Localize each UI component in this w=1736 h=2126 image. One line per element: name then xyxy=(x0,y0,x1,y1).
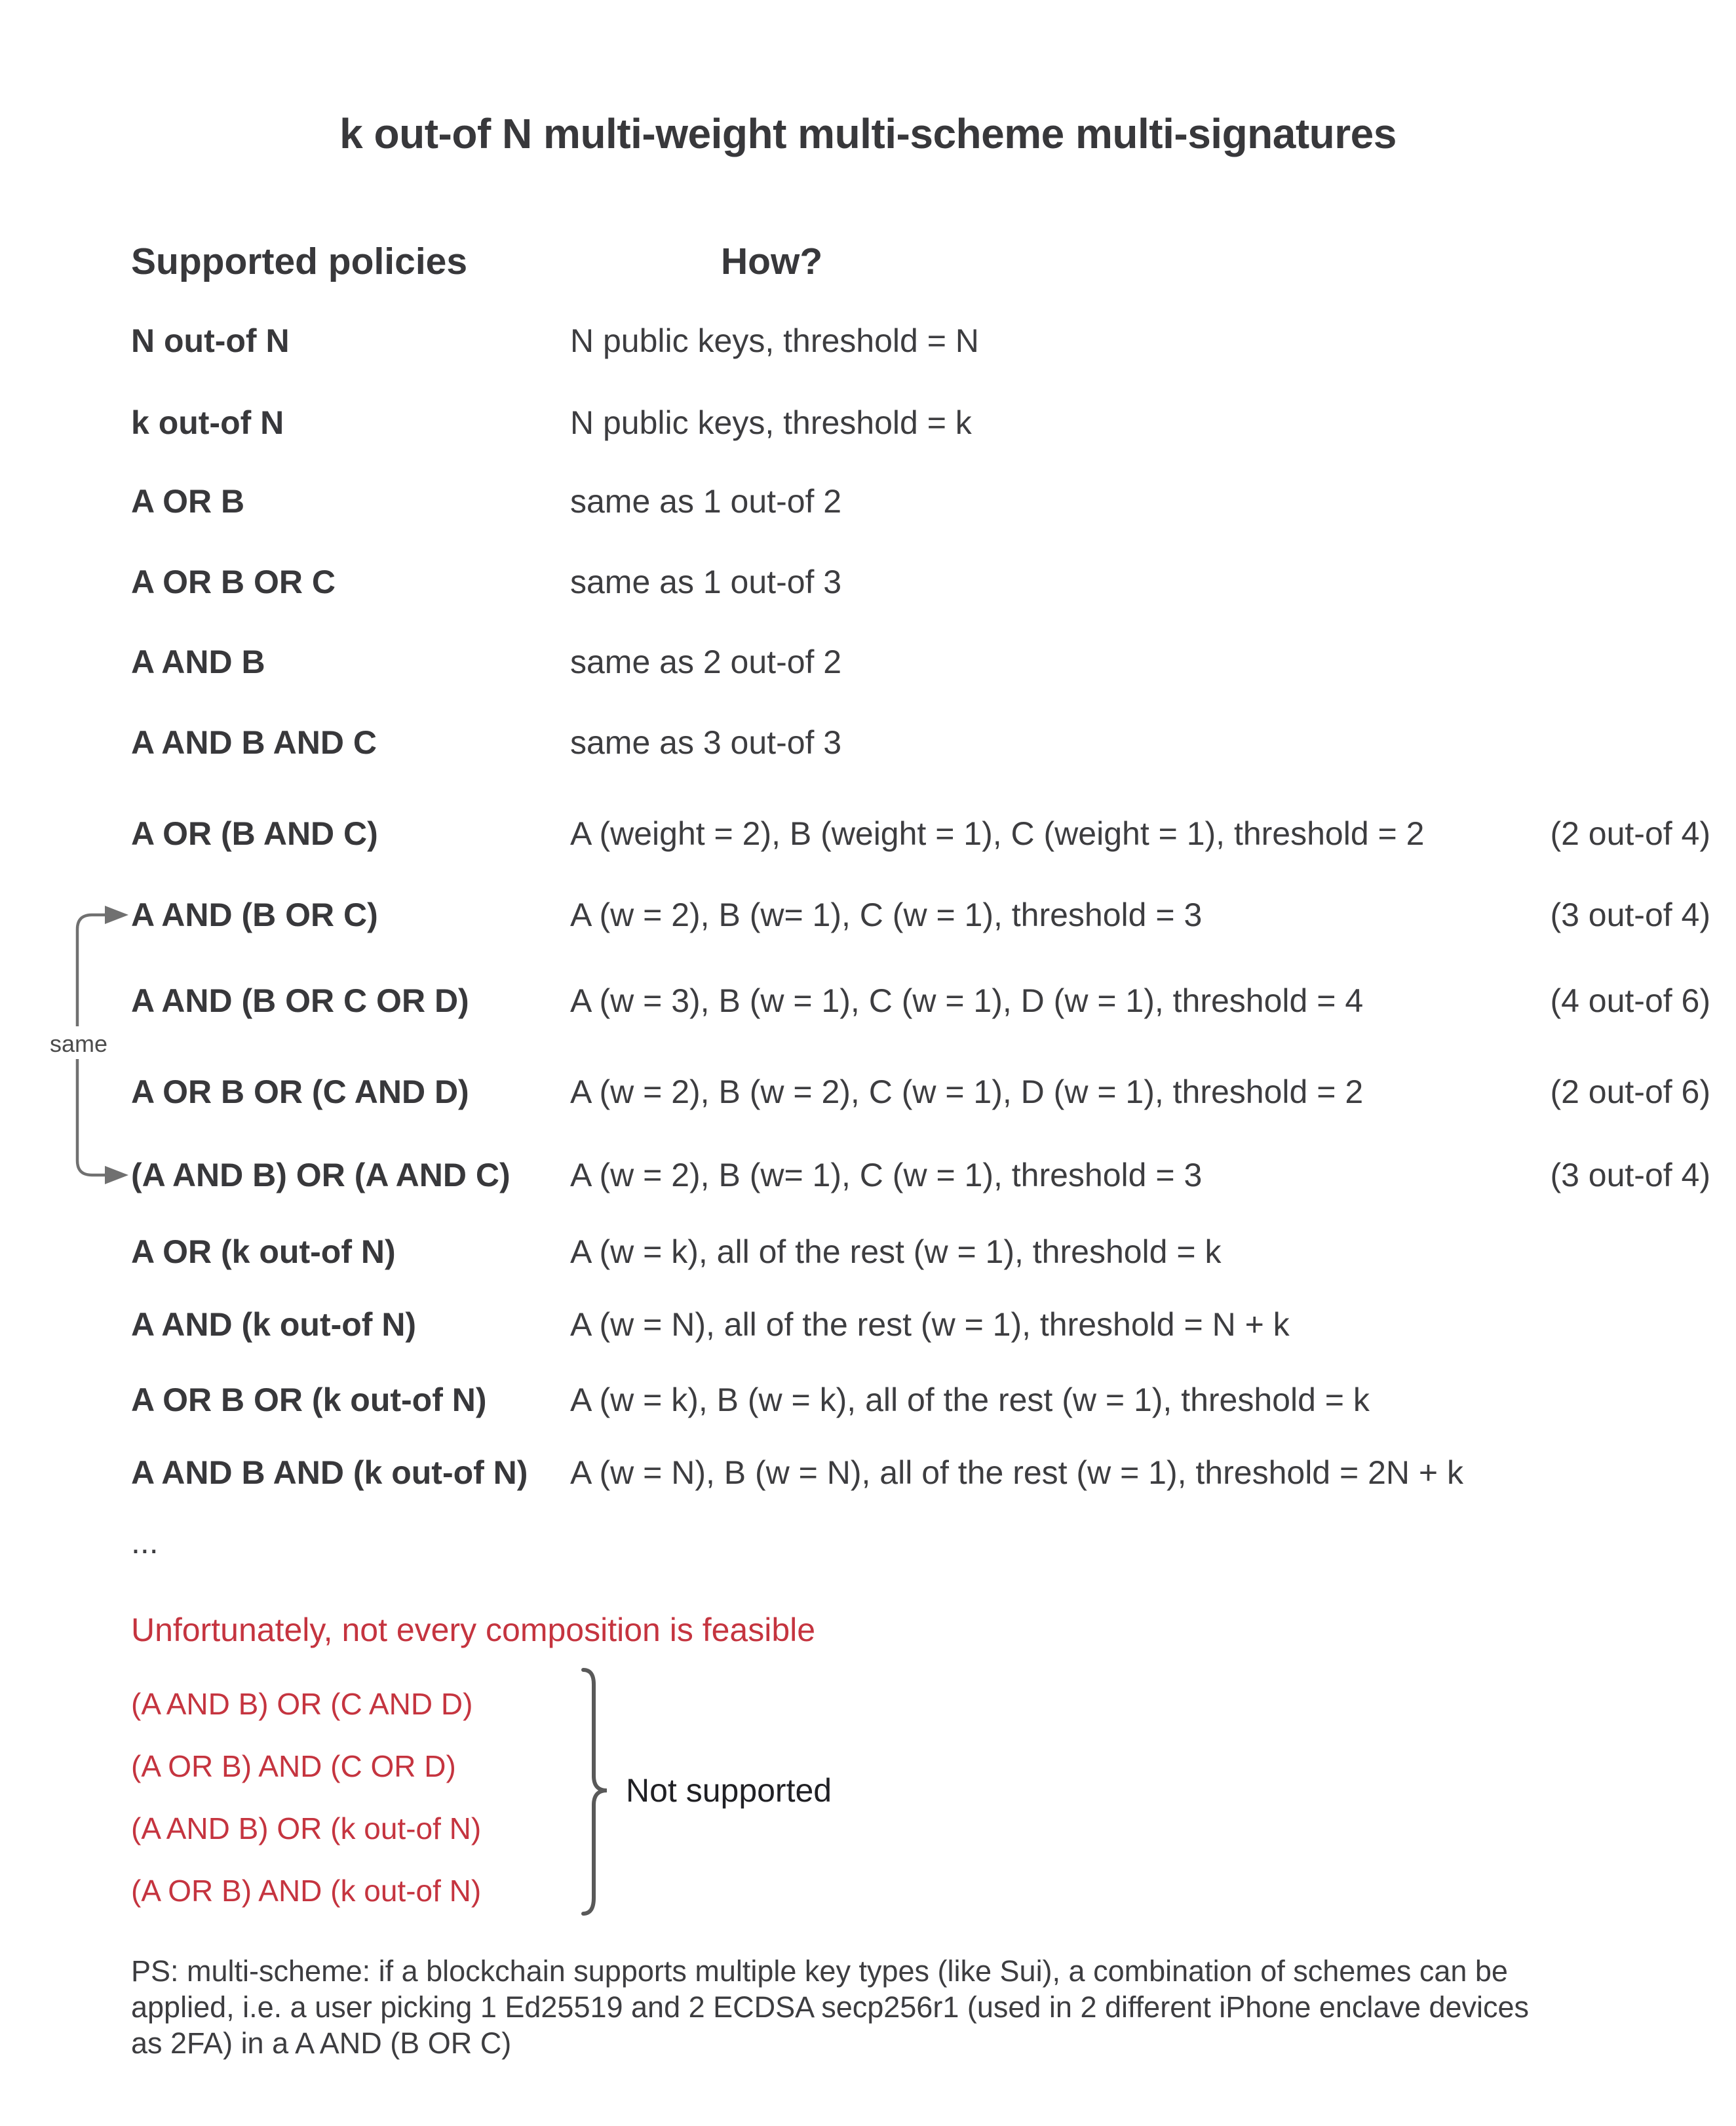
how-cell: same as 1 out-of 2 xyxy=(570,483,842,520)
out-of-note-cell: (4 out-of 6) xyxy=(1550,982,1710,1019)
out-of-note-cell: (3 out-of 4) xyxy=(1550,1157,1710,1193)
ps-line-1: PS: multi-scheme: if a blockchain supports multiple key types (like Sui), a combination of schemes can be xyxy=(131,1954,1508,1988)
table-row xyxy=(0,1231,1736,1272)
page-title: k out-of N multi-weight multi-scheme multi-signatures xyxy=(339,110,1397,157)
unsupported-item: (A OR B) AND (C OR D) xyxy=(131,1749,456,1783)
how-cell: same as 3 out-of 3 xyxy=(570,724,842,761)
table-row xyxy=(0,1072,1736,1112)
how-cell: A (weight = 2), B (weight = 1), C (weight = 1), threshold = 2 xyxy=(570,815,1425,852)
out-of-note-cell: (3 out-of 4) xyxy=(1550,897,1710,933)
table-row xyxy=(0,1155,1736,1195)
table-row xyxy=(0,1304,1736,1345)
unsupported-item: (A AND B) OR (C AND D) xyxy=(131,1687,473,1721)
table-row xyxy=(0,562,1736,602)
how-cell: A (w = N), B (w = N), all of the rest (w = 1), threshold = 2N + k xyxy=(570,1454,1463,1491)
table-row xyxy=(0,895,1736,935)
infeasible-heading: Unfortunately, not every composition is feasible xyxy=(131,1612,816,1648)
brace-icon xyxy=(577,1666,623,1922)
policy-cell: (A AND B) OR (A AND C) xyxy=(131,1157,511,1193)
policy-cell: A OR B OR C xyxy=(131,564,336,600)
how-cell: A (w = 2), B (w = 2), C (w = 1), D (w = 1), threshold = 2 xyxy=(570,1073,1364,1110)
policy-cell: A AND (k out-of N) xyxy=(131,1306,417,1343)
how-cell: A (w = N), all of the rest (w = 1), threshold = N + k xyxy=(570,1306,1290,1343)
how-cell: N public keys, threshold = N xyxy=(570,322,979,359)
how-cell: A (w = 2), B (w= 1), C (w = 1), threshold = 3 xyxy=(570,897,1203,933)
policy-cell: k out-of N xyxy=(131,404,284,441)
how-cell: same as 2 out-of 2 xyxy=(570,644,842,680)
unsupported-item: (A AND B) OR (k out-of N) xyxy=(131,1811,482,1846)
how-cell: A (w = k), all of the rest (w = 1), threshold = k xyxy=(570,1233,1222,1270)
policy-cell: A AND B AND C xyxy=(131,724,377,761)
table-row xyxy=(0,320,1736,361)
table-row xyxy=(0,481,1736,522)
policy-cell: A AND B AND (k out-of N) xyxy=(131,1454,528,1491)
policy-cell: A AND B xyxy=(131,644,265,680)
table-row xyxy=(0,1380,1736,1420)
table-row xyxy=(0,1452,1736,1493)
policy-cell: A OR B OR (k out-of N) xyxy=(131,1382,487,1418)
column-header-how: How? xyxy=(721,241,823,282)
same-label: same xyxy=(49,1030,108,1057)
how-cell: A (w = 3), B (w = 1), C (w = 1), D (w = 1), threshold = 4 xyxy=(570,982,1364,1019)
table-row xyxy=(0,642,1736,682)
table-row xyxy=(0,402,1736,443)
table-row xyxy=(0,722,1736,763)
how-cell: A (w = 2), B (w= 1), C (w = 1), threshold = 3 xyxy=(570,1157,1203,1193)
policy-cell: A OR (k out-of N) xyxy=(131,1233,396,1270)
ps-line-3: as 2FA) in a A AND (B OR C) xyxy=(131,2026,512,2060)
unsupported-item: (A OR B) AND (k out-of N) xyxy=(131,1874,482,1908)
how-cell: A (w = k), B (w = k), all of the rest (w = 1), threshold = k xyxy=(570,1382,1370,1418)
ps-line-2: applied, i.e. a user picking 1 Ed25519 and 2 ECDSA secp256r1 (used in 2 different iPhone enclave devices xyxy=(131,1990,1530,2024)
table-row xyxy=(0,980,1736,1021)
out-of-note-cell: (2 out-of 4) xyxy=(1550,815,1710,852)
out-of-note-cell: (2 out-of 6) xyxy=(1550,1073,1710,1110)
how-cell: same as 1 out-of 3 xyxy=(570,564,842,600)
policy-cell: N out-of N xyxy=(131,322,290,359)
policy-cell: A OR (B AND C) xyxy=(131,815,378,852)
table-ellipsis: ... xyxy=(131,1524,159,1560)
not-supported-label: Not supported xyxy=(626,1772,832,1809)
table-row xyxy=(0,813,1736,854)
policy-cell: A OR B xyxy=(131,483,245,520)
policy-cell: A OR B OR (C AND D) xyxy=(131,1073,469,1110)
policy-cell: A AND (B OR C OR D) xyxy=(131,982,469,1019)
how-cell: N public keys, threshold = k xyxy=(570,404,972,441)
policy-cell: A AND (B OR C) xyxy=(131,897,378,933)
column-header-supported-policies: Supported policies xyxy=(131,241,468,282)
